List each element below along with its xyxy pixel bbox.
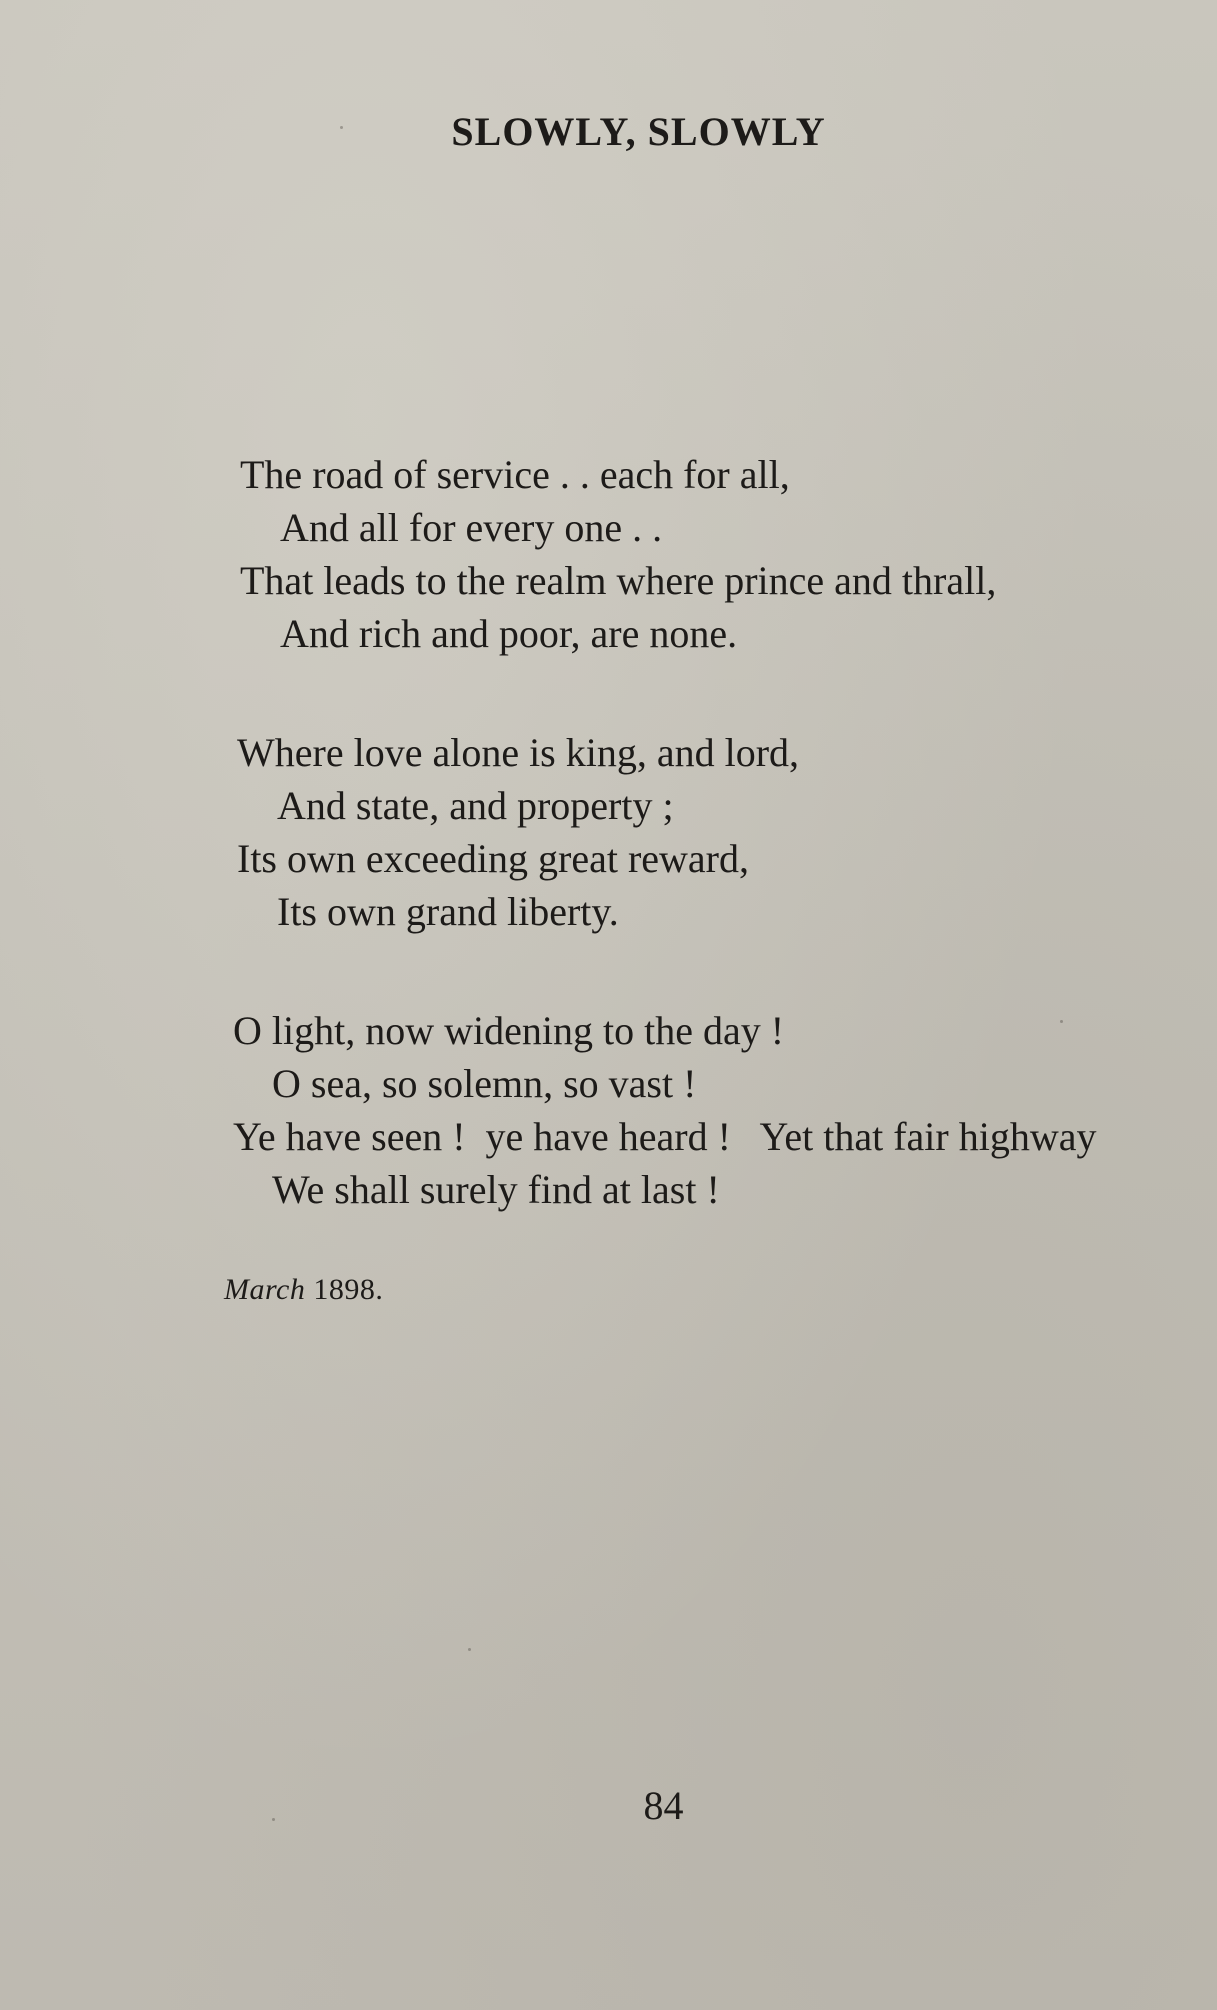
- stanza-3: [0, 1004, 1217, 1216]
- poem-line: Its own grand liberty.: [277, 889, 619, 934]
- poem-line: Ye have seen ! ye have heard ! Yet that fair highway: [233, 1114, 1097, 1159]
- poem-line: That leads to the realm where prince and thrall,: [240, 558, 997, 603]
- poem-line: Where love alone is king, and lord,: [237, 730, 800, 775]
- stanza-2: [0, 726, 1217, 938]
- paper-speck: [468, 1648, 471, 1651]
- dateline-year: 1898.: [313, 1273, 384, 1306]
- poem-line: And all for every one . .: [280, 505, 663, 550]
- stanza-1: [0, 448, 1217, 660]
- running-title: SLOWLY, SLOWLY: [451, 109, 826, 154]
- poem-line: We shall surely find at last !: [272, 1167, 720, 1212]
- poem-line: O sea, so solemn, so vast !: [272, 1061, 697, 1106]
- dateline: [224, 1270, 383, 1310]
- page-number: 84: [643, 1783, 684, 1828]
- dateline-month: March: [224, 1273, 306, 1306]
- poem-line: The road of service . . each for all,: [240, 452, 790, 497]
- poem: [0, 448, 1217, 1282]
- poem-line: Its own exceeding great reward,: [237, 836, 749, 881]
- poem-line: O light, now widening to the day !: [233, 1008, 785, 1053]
- poem-line: And rich and poor, are none.: [280, 611, 738, 656]
- poem-line: And state, and property ;: [277, 783, 674, 828]
